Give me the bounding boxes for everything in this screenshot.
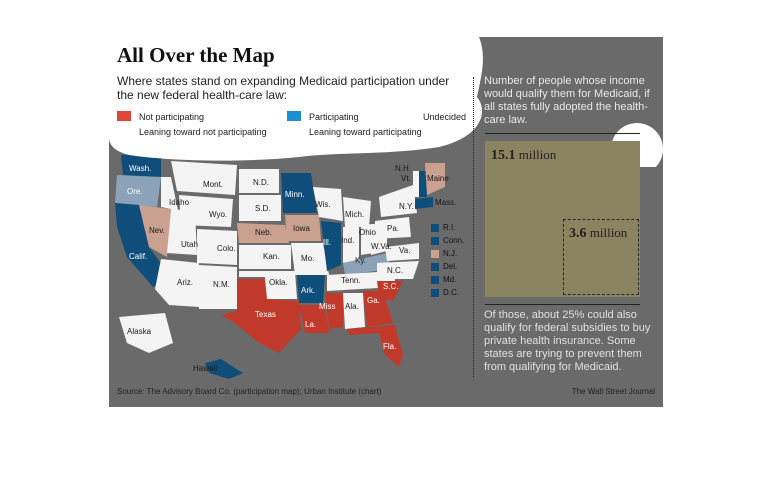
label-nm: N.M.: [213, 280, 230, 289]
label-ga: Ga.: [367, 296, 380, 305]
legend-swatch-participating: [287, 111, 301, 121]
legend-not-participating: Not participating: [139, 112, 205, 122]
big-value-label: [491, 147, 556, 164]
label-kan: Kan.: [263, 252, 280, 261]
label-iowa: Iowa: [293, 224, 310, 233]
label-ore: Ore.: [127, 187, 143, 196]
legend-leaning-not: Leaning toward not participating: [139, 127, 267, 137]
label-nev: Nev.: [149, 226, 165, 235]
label-nh: N.H.: [395, 164, 411, 173]
label-colo: Colo.: [217, 244, 236, 253]
label-ind: Ind.: [341, 236, 355, 245]
label-ky: Ky.: [355, 256, 366, 265]
state-vt: [413, 171, 419, 197]
state-ny: [379, 185, 417, 217]
small-value: 3.6: [569, 226, 587, 241]
small-value-label: [569, 225, 627, 242]
label-ill: Ill.: [323, 238, 331, 247]
label-vt: Vt.: [401, 174, 411, 183]
label-okla: Okla.: [269, 278, 288, 287]
label-wyo: Wyo.: [209, 210, 228, 219]
small-state-dc: D.C.: [443, 288, 459, 297]
small-state-del: Del.: [443, 262, 458, 271]
label-neb: Neb.: [255, 228, 272, 237]
big-value: 15.1: [491, 148, 516, 163]
label-mass: Mass.: [435, 198, 457, 207]
label-ohio: Ohio: [359, 228, 376, 237]
label-calif: Calif.: [129, 252, 148, 261]
legend-swatch-not-participating: [117, 111, 131, 121]
subtitle: Where states stand on expanding Medicaid participation under the new federal health-care law:: [117, 74, 450, 102]
label-la: La.: [305, 320, 317, 329]
label-wis: Wis.: [315, 200, 331, 209]
connector-line-bottom: [485, 304, 640, 305]
label-va: Va.: [399, 246, 411, 255]
state-ala: [343, 293, 365, 329]
right-note: Of those, about 25% could also qualify for federal subsidies to buy private health insurance. Some states are trying to prevent them from qualifying for Medicaid.: [484, 309, 651, 373]
label-nd: N.D.: [253, 178, 269, 187]
state-miss: [325, 293, 343, 329]
right-intro: Number of people whose income would qualify them for Medicaid, if all states fully adopted the health-care law.: [484, 75, 650, 126]
legend-participating: Participating: [309, 112, 359, 122]
legend: [117, 111, 477, 141]
small-states-legend: [431, 223, 475, 301]
label-alaska: Alaska: [127, 327, 152, 336]
label-maine: Maine: [427, 174, 449, 183]
infographic: [109, 37, 663, 407]
publisher-credit: The Wall Street Journal: [571, 387, 655, 396]
source-note: Source: The Advisory Board Co. (participation map); Urban Institute (chart): [117, 387, 382, 396]
label-texas: Texas: [255, 310, 276, 319]
label-minn: Minn.: [285, 190, 305, 199]
label-miss: Miss: [319, 302, 336, 311]
divider: [473, 77, 474, 377]
label-hawaii: Hawaii: [193, 364, 218, 373]
label-fla: Fla.: [383, 342, 397, 351]
legend-undecided: Undecided: [423, 112, 467, 122]
label-wva: W.Va.: [371, 242, 392, 251]
label-idaho: Idaho: [169, 198, 190, 207]
label-sd: S.D.: [255, 204, 271, 213]
label-mont: Mont.: [203, 180, 224, 189]
label-sc: S.C.: [383, 282, 399, 291]
label-nc: N.C.: [387, 266, 403, 275]
small-unit: million: [589, 225, 628, 240]
state-mass: [415, 197, 433, 209]
connector-line-top: [485, 133, 640, 134]
small-state-nj: N.J.: [443, 249, 458, 258]
legend-leaning-participating: Leaning toward participating: [309, 127, 422, 137]
label-ariz: Ariz.: [177, 278, 193, 287]
label-mich: Mich.: [345, 210, 365, 219]
big-unit: million: [518, 147, 557, 162]
label-pa: Pa.: [387, 224, 400, 233]
small-state-ri: R.I.: [443, 223, 456, 232]
page-title: All Over the Map: [117, 43, 275, 67]
label-ala: Ala.: [345, 302, 359, 311]
label-mo: Mo.: [301, 254, 315, 263]
small-state-md: Md.: [443, 275, 457, 284]
label-ny: N.Y.: [399, 202, 414, 211]
label-tenn: Tenn.: [341, 276, 361, 285]
label-utah: Utah: [181, 240, 198, 249]
label-wash: Wash.: [129, 164, 152, 173]
label-ark: Ark.: [301, 286, 316, 295]
small-state-conn: Conn.: [443, 236, 465, 245]
